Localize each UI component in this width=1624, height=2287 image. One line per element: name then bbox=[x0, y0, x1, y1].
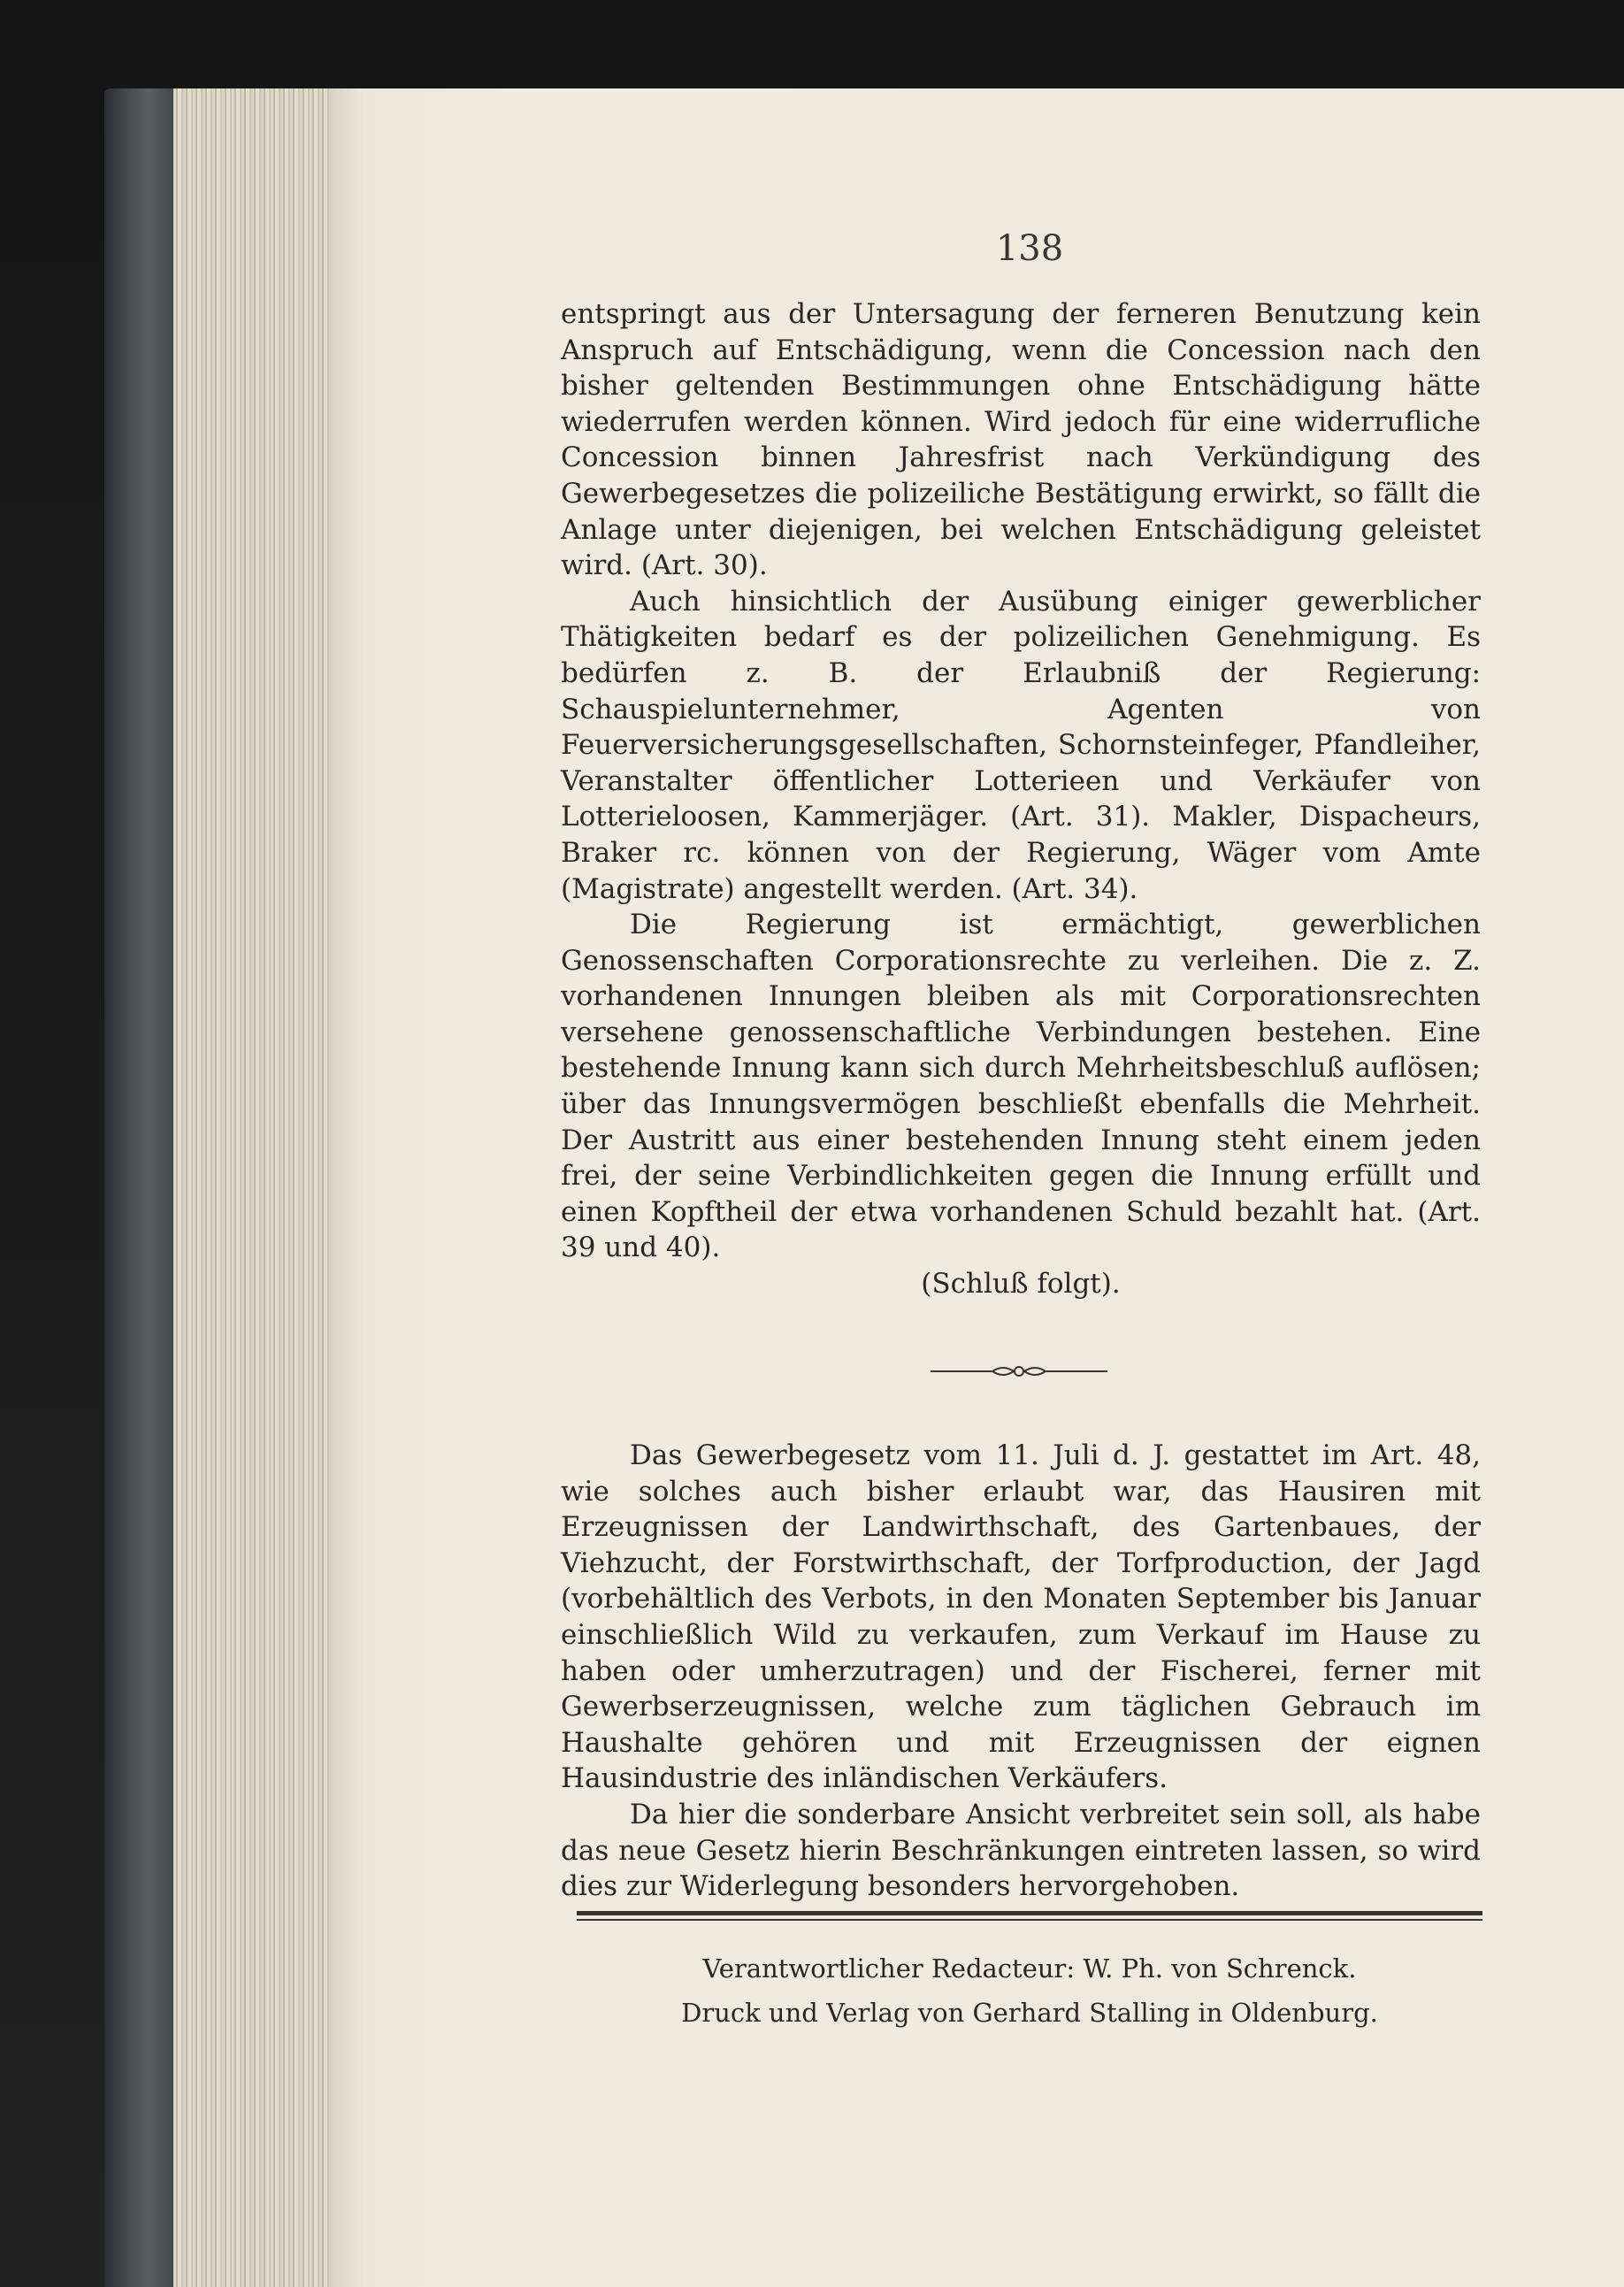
book-cover-edge bbox=[104, 88, 184, 2287]
paragraph: Auch hinsichtlich der Ausübung einiger gewerblicher Thätigkeiten bedarf es der polizeilichen Genehmigung. Es bedürfen z. B. der Erlaubniß der Regierung: Schauspielunternehmer, Agenten von Feuerversicherungsgesellschaften, Schornsteinfeger, Pfandleiher, Veranstalter öffentlicher Lotterieen und Verkäufer von Lotterieloosen, Kammerjäger. (Art. 31). Makler, Dispacheurs, Braker rc. können von der Regierung, Wäger vom Amte (Magistrate) angestellt werden. (Art. 34). bbox=[561, 585, 1481, 905]
continuation-note: (Schluß folgt). bbox=[921, 1268, 1121, 1301]
article-continuation bbox=[561, 296, 1481, 1302]
ornament-divider-icon bbox=[931, 1361, 1107, 1382]
double-rule-divider bbox=[577, 1911, 1482, 1923]
paragraph: Da hier die sonderbare Ansicht verbreitet sein soll, als habe das neue Gesetz hierin Beschränkungen eintreten lassen, so wird dies zur Widerlegung besonders hervorgehoben. bbox=[561, 1798, 1481, 1903]
page-stack-edges bbox=[173, 88, 350, 2287]
rule-thin bbox=[577, 1919, 1482, 1921]
paragraph: Das Gewerbegesetz vom 11. Juli d. J. gestattet im Art. 48, wie solches auch bisher erlaubt war, das Hausiren mit Erzeugnissen der Landwirthschaft, des Gartenbaues, der Viehzucht, der Forstwirthschaft, der Torfproduction, der Jagd (vorbehältlich des Verbots, in den Monaten September bis Januar einschließlich Wild zu verkaufen, zum Verkauf im Hause zu haben oder umherzutragen) und der Fischerei, ferner mit Gewerbserzeugnissen, welche zum täglichen Gebrauch im Haushalte gehören und mit Erzeugnissen der eignen Hausindustrie des inländischen Verkäufers. bbox=[561, 1439, 1481, 1795]
paragraph: entspringt aus der Untersagung der ferneren Benutzung kein Anspruch auf Entschädigung, wenn die Concession nach den bisher geltenden Bestimmungen ohne Entschädigung hätte wiederrufen werden können. Wird jedoch für eine widerrufliche Concession binnen Jahresfrist nach Verkündigung des Gewerbegesetzes die polizeiliche Bestätigung erwirkt, so fällt die Anlage unter diejenigen, bei welchen Entschädigung geleistet wird. (Art. 30). bbox=[561, 298, 1481, 582]
rule-thick bbox=[577, 1911, 1482, 1915]
book-page bbox=[329, 88, 1624, 2287]
page-number: 138 bbox=[995, 228, 1064, 269]
hausiren-notice bbox=[561, 1438, 1481, 1905]
paragraph: Die Regierung ist ermächtigt, gewerblichen Genossenschaften Corporationsrechte zu verleihen. Die z. Z. vorhandenen Innungen bleiben als mit Corporationsrechten versehene genossenschaftliche Verbindungen bestehen. Eine bestehende Innung kann sich durch Mehrheitsbeschluß auflösen; über das Innungsvermögen beschließt ebenfalls die Mehrheit. Der Austritt aus einer bestehenden Innung steht einem jeden frei, der seine Verbindlichkeiten gegen die Innung erfüllt und einen Kopftheil der etwa vorhandenen Schuld bezahlt hat. (Art. 39 und 40). bbox=[561, 909, 1481, 1264]
publisher-imprint: Druck und Verlag von Gerhard Stalling in Oldenburg. bbox=[681, 1998, 1378, 2028]
editor-imprint: Verantwortlicher Redacteur: W. Ph. von Schrenck. bbox=[702, 1953, 1357, 1984]
